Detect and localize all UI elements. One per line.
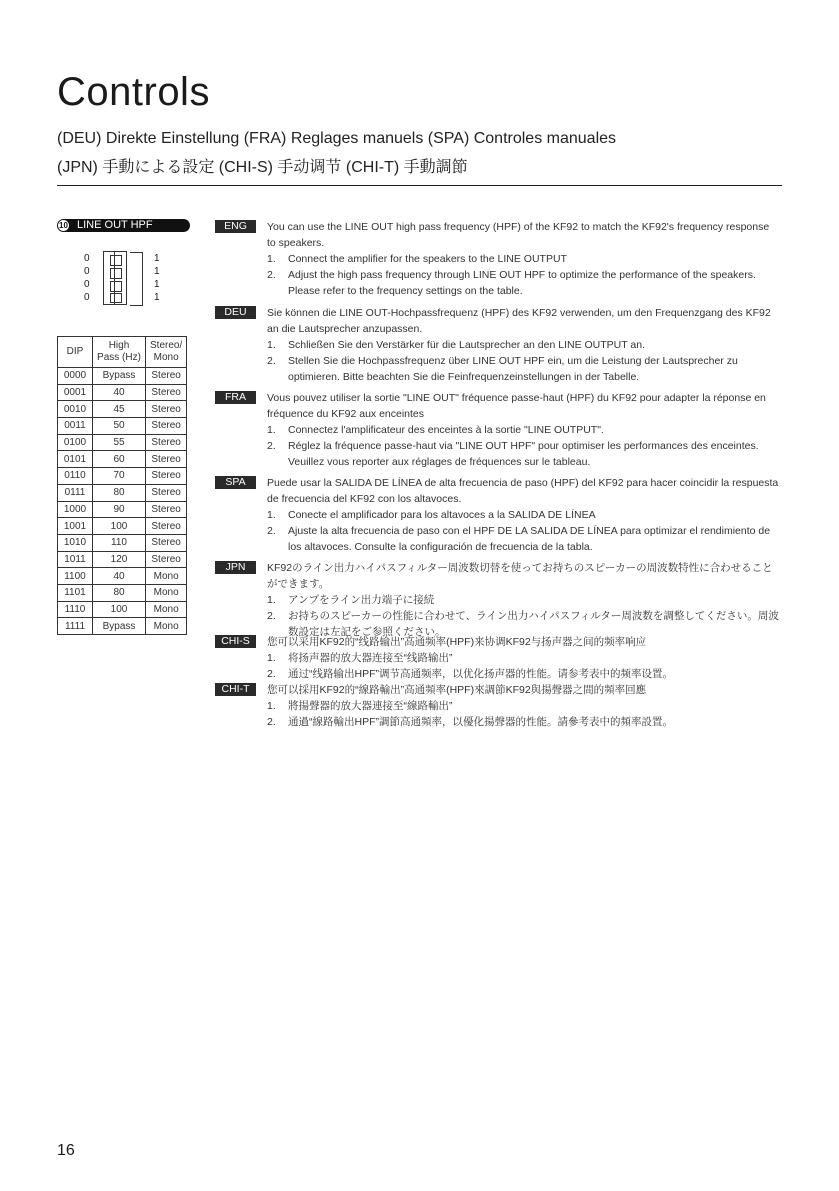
table-row: [58, 568, 187, 585]
dip-switch-2: [110, 268, 122, 279]
table-cell: 50: [93, 418, 146, 435]
table-cell: 0010: [58, 401, 93, 418]
section-body: [267, 305, 780, 385]
step-number: 1.: [267, 594, 276, 606]
step-number: 2.: [267, 716, 276, 728]
table-row: [58, 601, 187, 618]
table-cell: 100: [93, 518, 146, 535]
dip-switch-1: [110, 255, 122, 266]
language-section-fra: [215, 390, 780, 470]
table-row: [58, 551, 187, 568]
table-cell: 1011: [58, 551, 93, 568]
language-section-chi-s: [215, 634, 780, 682]
step-number: 2.: [267, 355, 276, 367]
step-item: [267, 267, 780, 299]
subtitle-translations-2: (JPN) 手動による設定 (CHI-S) 手动调节 (CHI-T) 手動調節: [57, 159, 468, 176]
table-row: [58, 451, 187, 468]
section-intro: 您可以采用KF92的“线路输出”高通频率(HPF)来协调KF92与扬声器之间的频率响应: [267, 636, 647, 648]
table-cell: 100: [93, 601, 146, 618]
dip-off-labels: [84, 252, 90, 304]
language-section-eng: [215, 219, 780, 299]
table-row: [58, 484, 187, 501]
hpf-settings-table: [57, 336, 187, 635]
dip-switch-3: [110, 281, 122, 292]
step-item: [267, 698, 780, 714]
table-row: [58, 401, 187, 418]
steps-list: [267, 650, 780, 682]
dip-bracket-icon: [130, 252, 143, 306]
page-number: 16: [57, 1142, 75, 1159]
table-cell: Bypass: [93, 368, 146, 385]
table-cell: 0111: [58, 484, 93, 501]
table-cell: Stereo: [146, 451, 187, 468]
dip-off-label: 0: [84, 253, 90, 264]
table-cell: 1111: [58, 618, 93, 635]
table-row: [58, 501, 187, 518]
table-cell: 0101: [58, 451, 93, 468]
table-cell: 45: [93, 401, 146, 418]
table-cell: Bypass: [93, 618, 146, 635]
step-text: 將揚聲器的放大器連接至“線路輸出”: [288, 700, 453, 712]
section-intro: Puede usar la SALIDA DE LÍNEA de alta frecuencia de paso (HPF) del KF92 para hacer coincidir la respuesta de frecuencia del KF92 con los altavoces.: [267, 477, 779, 505]
header-divider: [57, 185, 782, 186]
step-item: [267, 438, 780, 470]
table-row: [58, 418, 187, 435]
step-text: Connectez l'amplificateur des enceintes à la sortie "LINE OUTPUT".: [288, 424, 604, 436]
steps-list: [267, 251, 780, 299]
table-cell: 1101: [58, 584, 93, 601]
column-header-stereo-mono: Stereo/ Mono: [146, 337, 187, 368]
language-tag: SPA: [215, 476, 256, 489]
table-cell: Stereo: [146, 401, 187, 418]
table-row: [58, 368, 187, 385]
step-item: [267, 507, 780, 523]
step-item: [267, 251, 780, 267]
table-cell: Stereo: [146, 534, 187, 551]
step-item: [267, 592, 780, 608]
steps-list: [267, 592, 780, 640]
section-intro: You can use the LINE OUT high pass frequency (HPF) of the KF92 to match the KF92's frequency response to speakers.: [267, 221, 770, 249]
dip-on-label: 1: [154, 253, 160, 264]
section-intro: Vous pouvez utiliser la sortie "LINE OUT" fréquence passe-haut (HPF) du KF92 pour adapter la réponse en fréquence du KF92 aux enceintes: [267, 392, 766, 420]
table-cell: Stereo: [146, 418, 187, 435]
table-cell: 70: [93, 468, 146, 485]
steps-list: [267, 422, 780, 470]
section-intro: KF92のライン出力ハイパスフィルター周波数切替を使ってお持ちのスピーカーの周波数特性に合わせることができます。: [267, 562, 773, 590]
table-cell: 120: [93, 551, 146, 568]
language-tag: JPN: [215, 561, 256, 574]
dip-switch-4: [110, 293, 122, 303]
step-text: Stellen Sie die Hochpassfrequenz über LINE OUT HPF ein, um die Leistung der Lautsprecher zu optimieren. Bitte beachten Sie die Feinfrequenzeinstellungen in der Tabelle.: [288, 355, 738, 383]
step-number: 2.: [267, 525, 276, 537]
table-cell: Stereo: [146, 468, 187, 485]
step-number: 2.: [267, 269, 276, 281]
table-cell: 0100: [58, 434, 93, 451]
table-cell: 80: [93, 584, 146, 601]
step-item: [267, 337, 780, 353]
dip-off-label: 0: [84, 292, 90, 303]
table-cell: 40: [93, 384, 146, 401]
table-cell: Mono: [146, 618, 187, 635]
language-section-chi-t: [215, 682, 780, 730]
step-item: [267, 353, 780, 385]
table-cell: 1001: [58, 518, 93, 535]
section-intro: Sie können die LINE OUT-Hochpassfrequenz (HPF) des KF92 verwenden, um den Frequenzgang des KF92 an die Lautsprecher anzupassen.: [267, 307, 771, 335]
step-number: 1.: [267, 652, 276, 664]
control-label-pill: [57, 219, 190, 232]
control-number-icon: 10: [59, 221, 68, 230]
section-body: [267, 390, 780, 470]
table-cell: 1010: [58, 534, 93, 551]
table-cell: Mono: [146, 568, 187, 585]
step-text: お持ちのスピーカーの性能に合わせて、ライン出力ハイパスフィルター周波数を調整してください。周波数設定は左記をご参照ください。: [288, 610, 779, 638]
step-text: Ajuste la alta frecuencia de paso con el HPF DE LA SALIDA DE LÍNEA para optimizar el rendimiento de los altavoces. Consulte la configuración de frecuencia de la tabla.: [288, 525, 771, 553]
step-number: 1.: [267, 253, 276, 265]
step-text: 通过“线路输出HPF”调节高通频率，以优化扬声器的性能。请参考表中的频率设置。: [288, 668, 673, 680]
table-cell: 0000: [58, 368, 93, 385]
table-row: [58, 468, 187, 485]
table-cell: 0011: [58, 418, 93, 435]
step-text: 将扬声器的放大器连接至“线路输出”: [288, 652, 453, 664]
step-item: [267, 422, 780, 438]
section-intro: 您可以採用KF92的“線路輸出”高通頻率(HPF)來調節KF92與揚聲器之間的頻率回應: [267, 684, 647, 696]
page-title: Controls: [57, 70, 210, 114]
section-body: [267, 560, 780, 640]
table-cell: Mono: [146, 584, 187, 601]
table-cell: Stereo: [146, 434, 187, 451]
section-body: [267, 634, 780, 682]
language-tag: FRA: [215, 391, 256, 404]
dip-off-label: 0: [84, 266, 90, 277]
language-section-deu: [215, 305, 780, 385]
step-item: [267, 666, 780, 682]
table-cell: 55: [93, 434, 146, 451]
table-row: [58, 384, 187, 401]
table-row: [58, 584, 187, 601]
table-cell: 0001: [58, 384, 93, 401]
dip-off-label: 0: [84, 279, 90, 290]
language-section-spa: [215, 475, 780, 555]
steps-list: [267, 698, 780, 730]
table-row: [58, 518, 187, 535]
table-cell: 1000: [58, 501, 93, 518]
table-cell: 80: [93, 484, 146, 501]
column-header-high-pass: High Pass (Hz): [93, 337, 146, 368]
step-text: Conecte el amplificador para los altavoces a la SALIDA DE LÍNEA: [288, 509, 596, 521]
dip-on-labels: [154, 252, 160, 304]
step-text: アンプをライン出力端子に接続: [288, 594, 435, 606]
step-item: [267, 650, 780, 666]
language-tag: ENG: [215, 220, 256, 233]
section-body: [267, 682, 780, 730]
table-row: [58, 618, 187, 635]
step-text: Connect the amplifier for the speakers to the LINE OUTPUT: [288, 253, 567, 265]
table-cell: Stereo: [146, 518, 187, 535]
step-text: Schließen Sie den Verstärker für die Lautsprecher an den LINE OUTPUT an.: [288, 339, 645, 351]
language-tag: CHI-T: [215, 683, 256, 696]
table-row: [58, 434, 187, 451]
step-number: 2.: [267, 610, 276, 622]
table-cell: 1100: [58, 568, 93, 585]
steps-list: [267, 337, 780, 385]
dip-on-label: 1: [154, 292, 160, 303]
step-number: 1.: [267, 424, 276, 436]
column-header-dip: DIP: [58, 337, 93, 368]
dip-on-label: 1: [154, 279, 160, 290]
step-text: Adjust the high pass frequency through LINE OUT HPF to optimize the performance of the speakers. Please refer to the frequency settings on the table.: [288, 269, 756, 297]
language-section-jpn: [215, 560, 780, 640]
step-text: 通過“線路輸出HPF”調節高通頻率，以優化揚聲器的性能。請參考表中的頻率設置。: [288, 716, 673, 728]
step-item: [267, 714, 780, 730]
table-cell: Stereo: [146, 484, 187, 501]
table-header-row: [58, 337, 187, 368]
step-item: [267, 523, 780, 555]
dip-on-label: 1: [154, 266, 160, 277]
table-cell: 0110: [58, 468, 93, 485]
step-number: 1.: [267, 339, 276, 351]
table-cell: 1110: [58, 601, 93, 618]
table-cell: Stereo: [146, 368, 187, 385]
language-tag: DEU: [215, 306, 256, 319]
control-label: LINE OUT HPF: [77, 219, 153, 231]
table-cell: Mono: [146, 601, 187, 618]
table-cell: 60: [93, 451, 146, 468]
table-cell: Stereo: [146, 551, 187, 568]
section-body: [267, 219, 780, 299]
table-cell: Stereo: [146, 384, 187, 401]
dip-switch-icon: [103, 251, 127, 305]
step-number: 1.: [267, 700, 276, 712]
table-row: [58, 534, 187, 551]
table-cell: 40: [93, 568, 146, 585]
table-cell: Stereo: [146, 501, 187, 518]
table-cell: 110: [93, 534, 146, 551]
language-tag: CHI-S: [215, 635, 256, 648]
dip-switch-diagram: [78, 252, 168, 308]
step-number: 2.: [267, 668, 276, 680]
step-number: 2.: [267, 440, 276, 452]
section-body: [267, 475, 780, 555]
steps-list: [267, 507, 780, 555]
table-cell: 90: [93, 501, 146, 518]
step-number: 1.: [267, 509, 276, 521]
subtitle-translations-1: (DEU) Direkte Einstellung (FRA) Reglages manuels (SPA) Controles manuales: [57, 130, 617, 147]
step-text: Réglez la fréquence passe-haut via "LINE OUT HPF" pour optimiser les performances des enceintes. Veuillez vous reporter aux réglages de fréquences sur le tableau.: [288, 440, 759, 468]
